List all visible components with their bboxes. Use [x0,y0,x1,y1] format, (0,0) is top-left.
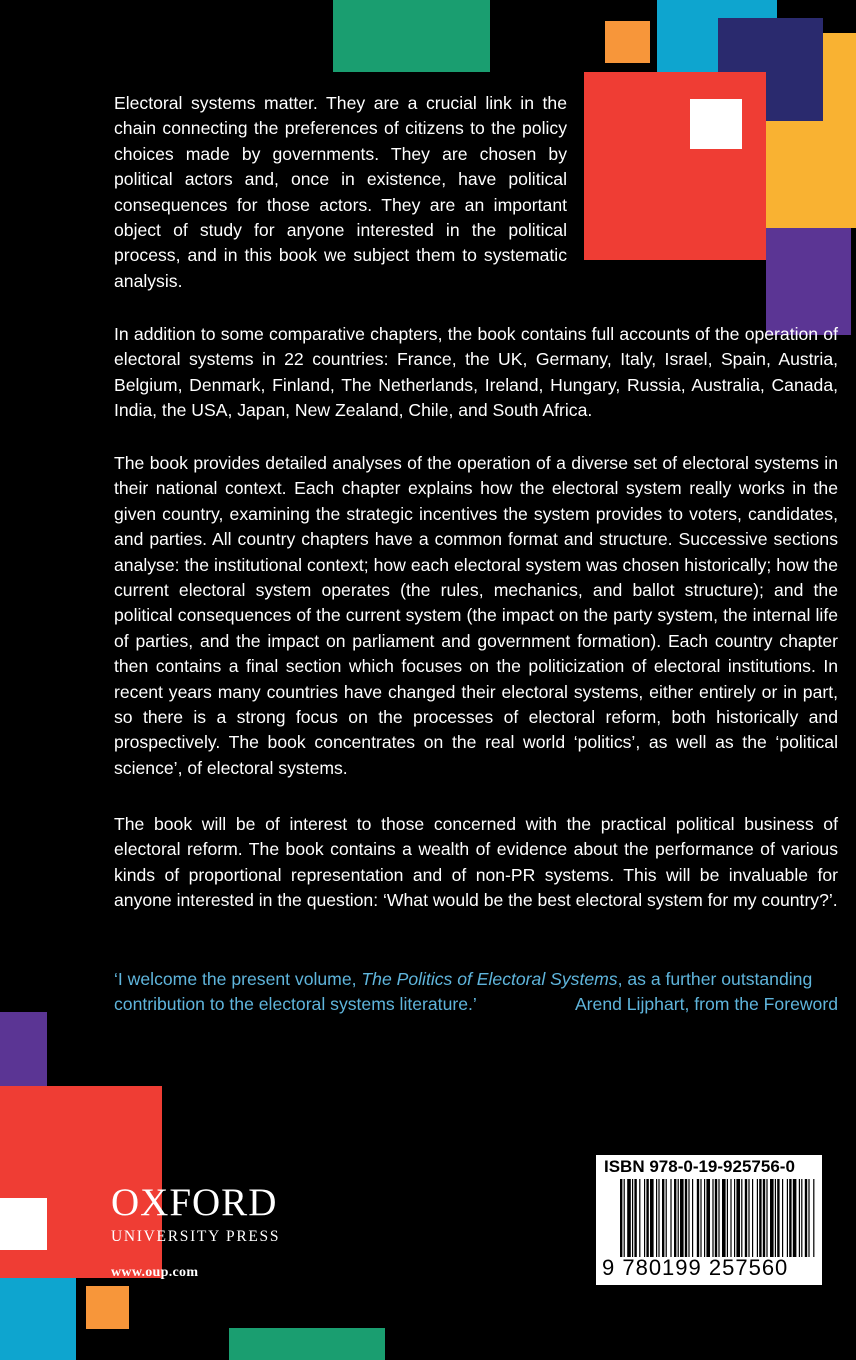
barcode-stripe [777,1179,779,1257]
barcode-stripe [620,1179,622,1257]
publisher-subtitle: UNIVERSITY PRESS [111,1228,281,1245]
blurb-text-2: In addition to some comparative chapters, the book contains full accounts of the operation of electoral systems in 22 countries: France, the UK, Germany, Italy, Israel, Spain, Austria, Belgium, Denmark, Finland, The Netherlands, Ireland, Hungary, Russia, Australia, Canada, India, the USA, Japan, New Zealand, Chile, and South Africa. [114,324,838,421]
barcode-stripe [759,1179,761,1257]
barcode-stripe [736,1179,740,1257]
blurb-text-3: The book provides detailed analyses of the operation of a diverse set of electoral systems in their national context. Each chapter explains how the electoral system really works in the given country, examining the strategic incentives the system provides to voters, candidates, and parties. All country chapters have a common format and structure. Successive sections analyse: the institutional context; how each electoral system was chosen historically; how the current electoral system operates (the rules, mechanics, and ballot structure); and the political consequences of the current system (the impact on the party system, the internal life of parties, and the impact on parliament and government formation). Each country chapter then contains a final section which focuses on the politicization of electoral institutions. In recent years many countries have changed their electoral systems, either entirely or in part, so there is a strong focus on the processes of electoral reform, both historically and prospectively. The book concentrates on the real world ‘politics’, as well as the ‘political science’, of electoral systems. [114,453,838,778]
quote-text-before: ‘I welcome the present volume, [114,969,362,989]
deco-square-white-small [690,99,742,149]
barcode-stripe [766,1179,767,1257]
deco-square-green-top [333,0,490,72]
barcode-stripe [748,1179,749,1257]
barcode-stripe [706,1179,710,1257]
quote-text-after: , as a further outstanding contribution to the electoral systems literature.’ [114,969,813,1015]
isbn-barcode [596,1155,822,1285]
barcode-stripe [656,1179,657,1257]
blurb-paragraph-1 [114,91,567,294]
barcode-stripe [670,1179,671,1257]
barcode-stripe [685,1179,687,1257]
barcode-stripe [662,1179,664,1257]
barcode-stripe [700,1179,701,1257]
barcode-stripe [646,1179,648,1257]
barcode-stripe [757,1179,758,1257]
barcode-stripe [692,1179,693,1257]
barcode-stripe [793,1179,797,1257]
barcode-stripe [627,1179,631,1257]
quote-attribution: Arend Lijphart, from the Foreword [574,994,838,1015]
deco-square-orange-bottom [86,1286,129,1329]
barcode-stripe [634,1179,636,1257]
barcode-stripe [674,1179,676,1257]
barcode-stripe [752,1179,753,1257]
barcode-stripe [715,1179,717,1257]
blurb-paragraph-2 [114,322,838,424]
barcode-stripe [718,1179,719,1257]
barcode-stripe [632,1179,633,1257]
endorsement-quote [114,967,838,1018]
barcode-stripe [770,1179,774,1257]
barcode-stripe [801,1179,802,1257]
barcode-stripe [775,1179,776,1257]
blurb-text-1: Electoral systems matter. They are a crucial link in the chain connecting the preferences of citizens to the policy choices made by governments. They are chosen by political actors and, once in existence, have political consequences for those actors. They are an important object of study for anyone interested in the political process, and in this book we subject them to systematic analysis. [114,93,567,291]
publisher-logo [111,1183,280,1281]
quote-book-title: The Politics of Electoral Systems [361,969,618,989]
barcode-stripe [722,1179,726,1257]
barcode-stripe [734,1179,735,1257]
barcode-stripe [678,1179,679,1257]
barcode-stripe [763,1179,765,1257]
blurb-text-4: The book will be of interest to those concerned with the practical political business of electoral reform. The book contains a wealth of evidence about the performance of various kinds of proportional representation and of non-PR systems. This will be invaluable for anyone interested in the question: ‘What would be the best electoral system for my country?’. [114,814,838,911]
barcode-stripe [624,1179,625,1257]
deco-square-orange-small [605,21,650,63]
barcode-stripe [644,1179,645,1257]
barcode-stripe [658,1179,659,1257]
deco-square-green-bottom [229,1328,385,1360]
publisher-url: www.oup.com [111,1265,199,1280]
barcode-stripe [741,1179,742,1257]
barcode-stripe [697,1179,699,1257]
barcode-stripe [680,1179,684,1257]
blurb-paragraph-4 [114,812,838,914]
deco-square-purple-right [766,228,851,335]
barcode-stripe [730,1179,731,1257]
barcode-stripe [650,1179,654,1257]
barcode-stripe [805,1179,807,1257]
barcode-stripe [727,1179,728,1257]
barcode-bars [620,1179,816,1257]
deco-square-purple-left [0,1012,47,1086]
barcode-stripe [813,1179,814,1257]
barcode-stripe [712,1179,713,1257]
barcode-stripe [789,1179,791,1257]
publisher-name: OXFORD [111,1181,278,1224]
isbn-text: ISBN 978-0-19-925756-0 [604,1157,795,1176]
barcode-stripe [688,1179,689,1257]
barcode-stripe [799,1179,800,1257]
ean-digits: 9 780199 257560 [602,1255,789,1280]
barcode-stripe [808,1179,809,1257]
barcode-stripe [639,1179,640,1257]
barcode-stripe [704,1179,705,1257]
barcode-stripe [745,1179,747,1257]
blurb-paragraph-3 [114,451,838,781]
barcode-stripe [782,1179,783,1257]
deco-square-cyan-bottom [0,1276,76,1360]
barcode-stripe [666,1179,667,1257]
barcode-stripe [787,1179,788,1257]
deco-square-white-left [0,1198,47,1250]
